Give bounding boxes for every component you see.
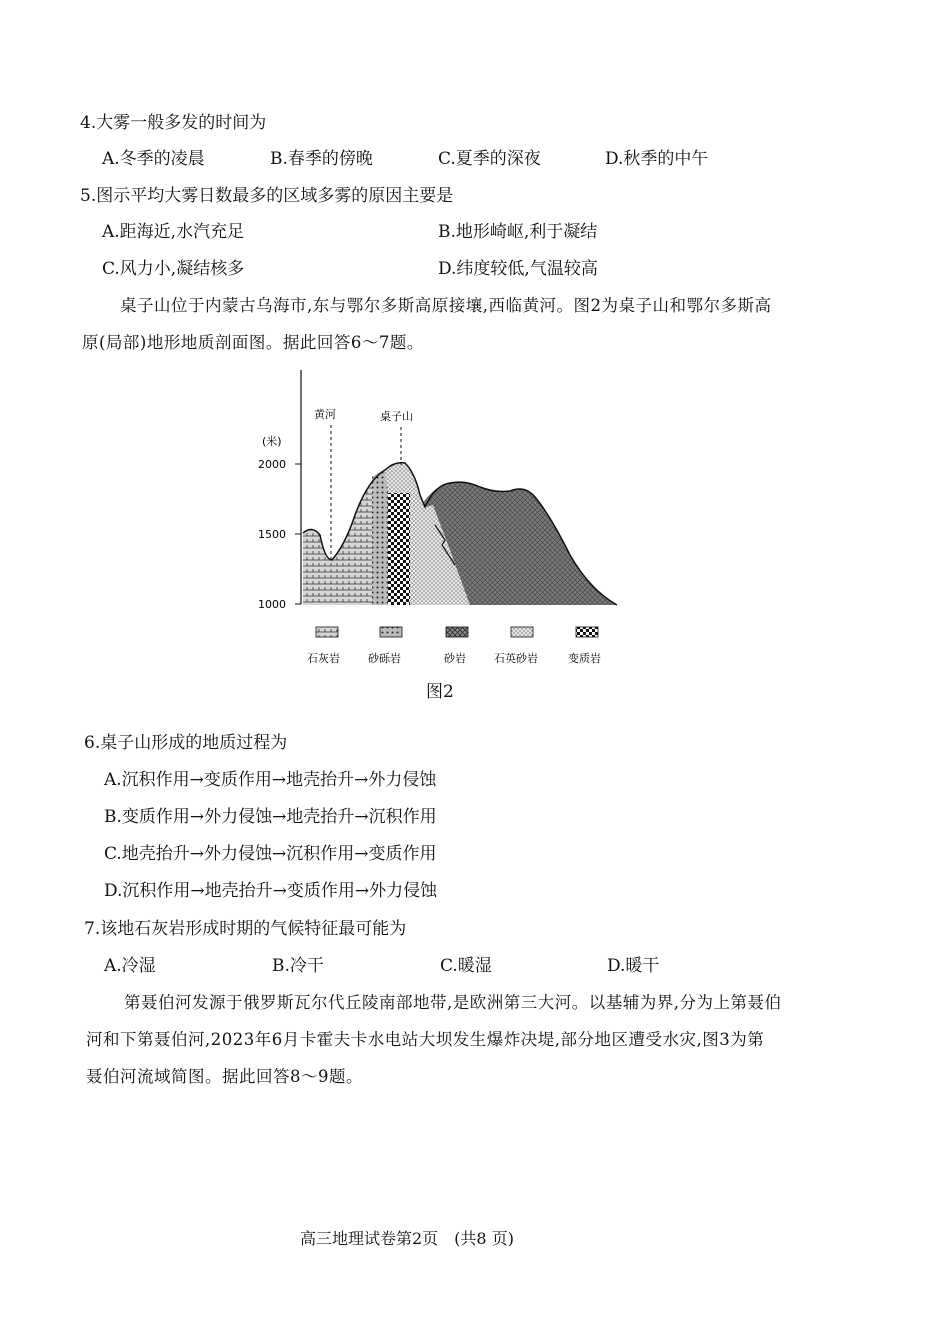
q5-stem: 5.图示平均大雾日数最多的区域多雾的原因主要是 <box>80 186 454 206</box>
q6-option-d: D.沉积作用→地壳抬升→变质作用→外力侵蚀 <box>104 881 438 901</box>
legend <box>307 627 601 665</box>
q5-option-b: B.地形崎岖,利于凝结 <box>438 222 598 242</box>
q7-stem: 7.该地石灰岩形成时期的气候特征最可能为 <box>84 919 407 939</box>
legend-label-conglomerate: 砂砾岩 <box>368 652 401 665</box>
y-tick-label-1000: 1000 <box>258 598 286 611</box>
passage2-line1: 第聂伯河发源于俄罗斯瓦尔代丘陵南部地带,是欧洲第三大河。以基辅为界,分为上第聂伯 <box>124 993 782 1012</box>
q4-stem: 4.大雾一般多发的时间为 <box>80 113 267 133</box>
legend-swatch-limestone <box>316 627 338 637</box>
q6-stem: 6.桌子山形成的地质过程为 <box>84 733 288 753</box>
q7-option-b: B.冷干 <box>272 956 324 976</box>
y-unit: (米) <box>262 435 282 448</box>
q6-option-b: B.变质作用→外力侵蚀→地壳抬升→沉积作用 <box>104 807 437 827</box>
q5-option-a: A.距海近,水汽充足 <box>102 222 245 242</box>
q6-option-a: A.沉积作用→变质作用→地壳抬升→外力侵蚀 <box>104 770 437 790</box>
gravel-layer <box>372 469 388 605</box>
q6-option-c: C.地壳抬升→外力侵蚀→沉积作用→变质作用 <box>104 844 437 864</box>
q7-option-d: D.暖干 <box>607 956 660 976</box>
legend-swatch-metamorphic <box>576 627 598 637</box>
legend-swatch-quartz-sandstone <box>511 627 533 637</box>
q7-option-a: A.冷湿 <box>104 956 156 976</box>
q4-option-d: D.秋季的中午 <box>605 149 709 169</box>
legend-swatch-sandstone <box>446 627 468 637</box>
q4-option-b: B.春季的傍晚 <box>270 149 373 169</box>
legend-label-sandstone: 砂岩 <box>444 652 466 665</box>
q5-option-c: C.风力小,凝结核多 <box>102 259 245 279</box>
q4-option-c: C.夏季的深夜 <box>438 149 541 169</box>
passage1-line1: 桌子山位于内蒙古乌海市,东与鄂尔多斯高原接壤,西临黄河。图2为桌子山和鄂尔多斯高 <box>120 296 772 315</box>
mountain-label: 桌子山 <box>380 410 413 423</box>
legend-label-quartz-sandstone: 石英砂岩 <box>494 652 538 665</box>
legend-label-metamorphic: 变质岩 <box>568 652 601 665</box>
q7-option-c: C.暖湿 <box>440 956 492 976</box>
passage2-line2: 河和下第聂伯河,2023年6月卡霍夫卡水电站大坝发生爆炸决堤,部分地区遭受水灾,图3为第 <box>86 1030 765 1049</box>
figure2-cross-section <box>250 365 650 670</box>
figure2-caption: 图2 <box>426 682 454 702</box>
q4-option-a: A.冬季的凌晨 <box>102 149 205 169</box>
metamorphic-core <box>388 493 410 605</box>
q5-option-d: D.纬度较低,气温较高 <box>438 259 598 279</box>
river-label: 黄河 <box>314 408 336 421</box>
legend-swatch-conglomerate <box>380 627 402 637</box>
legend-label-limestone: 石灰岩 <box>307 652 340 665</box>
passage2-line3: 聂伯河流域简图。据此回答8～9题。 <box>86 1067 363 1086</box>
passage1-line2: 原(局部)地形地质剖面图。据此回答6～7题。 <box>82 333 424 352</box>
page-footer: 高三地理试卷第2页 (共8 页) <box>300 1229 514 1248</box>
y-tick-label-1500: 1500 <box>258 528 286 541</box>
y-tick-label-2000: 2000 <box>258 458 286 471</box>
